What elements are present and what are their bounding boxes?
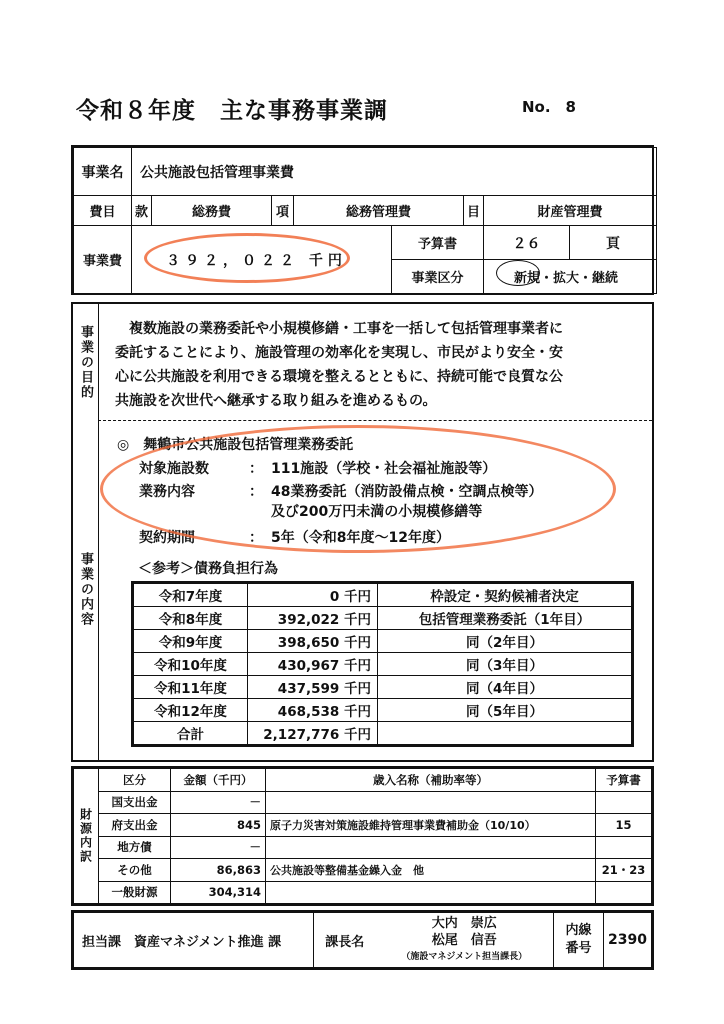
funding-amount: 86,863 — [171, 859, 266, 882]
debt-note: 同（4年目） — [378, 676, 632, 699]
jigyohi-amount: ３９２，０２２ 千円 — [132, 226, 392, 294]
kubun-new: 新規 — [514, 271, 541, 286]
debt-year: 合計 — [134, 722, 248, 745]
naisen-label: 内線 番号 — [554, 913, 604, 968]
funding-header-page: 予算書 — [596, 769, 652, 792]
kan-value: 総務費 — [152, 196, 272, 226]
funding-amount: 845 — [171, 814, 266, 837]
debt-amount: 468,538 千円 — [248, 699, 378, 722]
purpose-line: 委託することにより、施設管理の効率化を実現し、市民がより安全・安 — [115, 345, 563, 361]
debt-year: 令和10年度 — [134, 653, 248, 676]
funding-name — [266, 836, 596, 859]
content-row: 契約期間 ： 5年（令和8年度～12年度） — [139, 530, 450, 546]
debt-row — [134, 630, 632, 653]
funding-page: 21・23 — [596, 859, 652, 882]
funding-header-amount: 金額（千円） — [171, 769, 266, 792]
funding-amount: － — [171, 836, 266, 859]
debt-note: 同（5年目） — [378, 699, 632, 722]
purpose-line: 心に公共施設を利用できる環境を整えるとともに、持続可能で良質な公 — [115, 369, 563, 385]
naisen-number: 2390 — [604, 913, 652, 968]
debt-year: 令和9年度 — [134, 630, 248, 653]
funding-row — [74, 791, 652, 814]
item-title: ◎ 舞鶴市公共施設包括管理業務委託 — [117, 437, 354, 453]
amount-highlight-circle — [144, 233, 350, 283]
funding-amount: 304,314 — [171, 881, 266, 904]
ko-value: 総務管理費 — [294, 196, 464, 226]
funding-row — [74, 814, 652, 837]
content-highlight-circle — [100, 425, 616, 553]
debt-amount: 437,599 千円 — [248, 676, 378, 699]
ko-label: 項 — [272, 196, 294, 226]
moku-label: 目 — [464, 196, 484, 226]
funding-page — [596, 881, 652, 904]
funding-page — [596, 836, 652, 859]
document-number: No. 8 — [522, 98, 576, 116]
debt-amount: 430,967 千円 — [248, 653, 378, 676]
funding-kubun: 府支出金 — [99, 814, 171, 837]
tantoka: 担当課 資産マネジメント推進 課 — [74, 913, 314, 968]
debt-amount: 392,022 千円 — [248, 607, 378, 630]
funding-kubun: 一般財源 — [99, 881, 171, 904]
debt-row — [134, 653, 632, 676]
funding-header-kubun: 区分 — [99, 769, 171, 792]
funding-name — [266, 881, 596, 904]
debt-row — [134, 722, 632, 745]
funding-row — [74, 881, 652, 904]
funding-header-row — [74, 769, 652, 792]
debt-amount: 0 千円 — [248, 584, 378, 607]
label-divider — [98, 304, 99, 760]
debt-row — [134, 607, 632, 630]
himoku-label: 費目 — [74, 196, 132, 226]
debt-note: 包括管理業務委託（1年目） — [378, 607, 632, 630]
debt-note: 同（3年目） — [378, 653, 632, 676]
debt-note — [378, 722, 632, 745]
debt-year: 令和8年度 — [134, 607, 248, 630]
funding-row — [74, 859, 652, 882]
debt-year: 令和11年度 — [134, 676, 248, 699]
funding-header-name: 歳入名称（補助率等） — [266, 769, 596, 792]
debt-table — [131, 581, 634, 747]
debt-row — [134, 699, 632, 722]
jigyohi-label: 事業費 — [74, 226, 132, 294]
kachomei-label: 課長名 — [314, 913, 376, 968]
funding-page — [596, 791, 652, 814]
purpose-text — [115, 317, 647, 413]
purpose-line: 共施設を次世代へ継承する取り組みを進めるもの。 — [115, 393, 437, 409]
content-row: 対象施設数 ： 111施設（学校・社会福祉施設等） — [139, 461, 497, 477]
funding-row — [74, 836, 652, 859]
dashed-divider — [98, 420, 652, 421]
funding-kubun: 国支出金 — [99, 791, 171, 814]
debt-row — [134, 676, 632, 699]
jigyo-mei: 公共施設包括管理事業費 — [132, 148, 657, 196]
page-title: 令和８年度 主な事務事業調 — [76, 98, 388, 124]
reference-title: ＜参考＞債務負担行為 — [138, 561, 278, 577]
funding-name: 公共施設等整備基金繰入金 他 — [266, 859, 596, 882]
kubun-rest: ・拡大・継続 — [540, 271, 619, 286]
funding-name: 原子力災害対策施設維持管理事業費補助金（10/10） — [266, 814, 596, 837]
debt-year: 令和12年度 — [134, 699, 248, 722]
debt-row — [134, 584, 632, 607]
kubun-label: 事業区分 — [392, 260, 484, 294]
kacho-names: 大内 崇広 松尾 信吾 （施設マネジメント担当課長） — [376, 913, 554, 968]
moku-value: 財産管理費 — [484, 196, 657, 226]
funding-kubun: その他 — [99, 859, 171, 882]
purpose-label: 事業の目的 — [78, 324, 93, 400]
debt-note: 枠設定・契約候補者決定 — [378, 584, 632, 607]
debt-amount: 398,650 千円 — [248, 630, 378, 653]
content-row: 及び200万円未満の小規模修繕等 — [271, 504, 483, 520]
content-row: 業務内容 ： 48業務委託（消防設備点検・空調点検等） — [139, 484, 543, 500]
purpose-line: 複数施設の業務委託や小規模修繕・工事を一括して包括管理事業者に — [115, 321, 563, 337]
debt-amount: 2,127,776 千円 — [248, 722, 378, 745]
debt-note: 同（2年目） — [378, 630, 632, 653]
kan-label: 款 — [132, 196, 152, 226]
footer-table — [71, 910, 654, 970]
funding-page: 15 — [596, 814, 652, 837]
jigyo-mei-label: 事業名 — [74, 148, 132, 196]
page-unit: 頁 — [570, 226, 657, 260]
yosansho-page: ２６ — [484, 226, 570, 260]
content-label: 事業の内容 — [78, 551, 93, 627]
funding-amount: － — [171, 791, 266, 814]
funding-name — [266, 791, 596, 814]
new-category-circle — [496, 260, 540, 286]
yosansho-label: 予算書 — [392, 226, 484, 260]
project-info-table — [71, 145, 654, 295]
funding-label: 財源内訳 — [74, 769, 99, 904]
debt-year: 令和7年度 — [134, 584, 248, 607]
funding-table — [71, 766, 654, 906]
funding-kubun: 地方債 — [99, 836, 171, 859]
